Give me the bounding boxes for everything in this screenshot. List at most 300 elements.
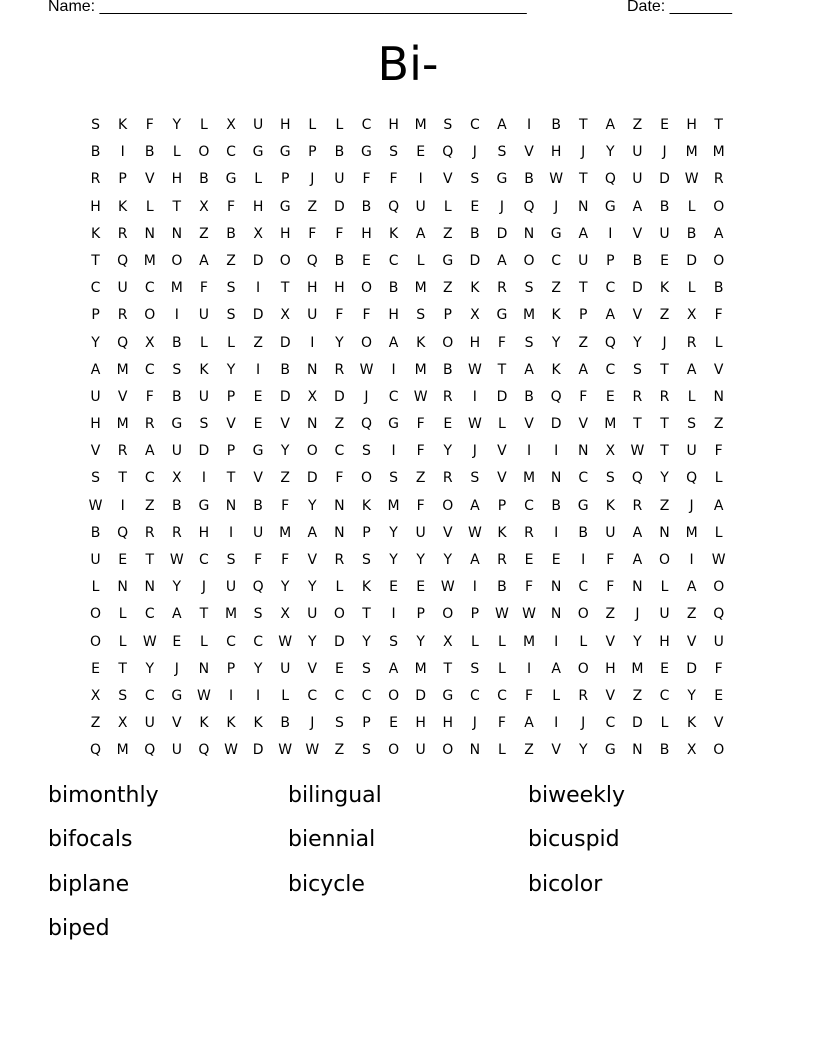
grid-letter: W: [278, 742, 293, 759]
grid-letter: W: [495, 606, 509, 623]
grid-letter: J: [689, 497, 694, 514]
grid-letter: S: [470, 171, 480, 188]
grid-letter: N: [523, 225, 535, 242]
grid-letter: E: [660, 252, 669, 269]
grid-letter: G: [198, 497, 210, 514]
grid-letter: Q: [686, 470, 698, 487]
grid-letter: W: [278, 633, 293, 650]
grid-letter: A: [144, 443, 155, 460]
grid-letter: L: [552, 687, 561, 704]
grid-letter: O: [388, 687, 400, 704]
word-bank-item: biplane: [48, 871, 130, 897]
grid-letter: F: [416, 497, 425, 514]
grid-letter: T: [660, 443, 669, 460]
grid-letter: D: [306, 470, 318, 487]
grid-letter: K: [253, 715, 263, 732]
grid-letter: U: [171, 443, 182, 460]
grid-letter: Z: [659, 307, 670, 324]
grid-letter: K: [551, 307, 561, 324]
grid-letter: V: [524, 416, 534, 433]
grid-letter: K: [551, 361, 561, 378]
grid-letter: G: [361, 144, 372, 161]
grid-letter: F: [362, 307, 371, 324]
grid-letter: N: [632, 742, 643, 759]
grid-letter: X: [280, 307, 290, 324]
grid-letter: R: [713, 171, 724, 188]
grid-letter: V: [605, 687, 616, 704]
grid-letter: M: [685, 524, 698, 541]
grid-letter: Q: [144, 742, 156, 759]
grid-letter: X: [199, 198, 209, 215]
grid-letter: E: [253, 388, 263, 405]
grid-letter: L: [308, 117, 317, 133]
name-field-label: Name: ________________________________________________: [48, 0, 527, 15]
grid-letter: L: [145, 198, 154, 215]
grid-letter: H: [279, 117, 291, 133]
grid-letter: J: [499, 198, 505, 215]
grid-letter: S: [118, 687, 128, 704]
grid-letter: Z: [713, 416, 724, 433]
grid-letter: L: [498, 633, 506, 650]
grid-letter: P: [226, 388, 236, 405]
grid-letter: I: [554, 715, 559, 732]
grid-letter: Q: [550, 388, 562, 405]
grid-letter: P: [443, 307, 452, 324]
grid-letter: X: [253, 225, 263, 242]
grid-letter: G: [279, 144, 291, 161]
grid-letter: S: [632, 361, 642, 378]
grid-letter: T: [660, 361, 669, 378]
grid-letter: V: [497, 470, 507, 487]
grid-letter: Q: [442, 144, 454, 161]
grid-letter: S: [362, 443, 371, 460]
grid-letter: I: [228, 687, 234, 704]
grid-letter: F: [254, 552, 263, 568]
grid-letter: R: [442, 388, 453, 405]
grid-letter: F: [606, 579, 615, 596]
grid-letter: W: [522, 606, 536, 623]
grid-letter: A: [632, 198, 643, 215]
grid-letter: D: [252, 307, 264, 324]
grid-letter: S: [497, 144, 507, 161]
grid-letter: D: [252, 742, 264, 759]
grid-letter: D: [496, 225, 508, 242]
grid-letter: B: [334, 144, 345, 161]
grid-letter: U: [225, 579, 237, 596]
grid-letter: L: [200, 633, 208, 650]
grid-letter: P: [497, 497, 507, 514]
grid-letter: L: [687, 388, 696, 405]
grid-letter: G: [604, 742, 616, 759]
grid-letter: I: [256, 687, 261, 704]
grid-letter: W: [711, 552, 726, 568]
grid-letter: A: [497, 252, 507, 269]
grid-letter: A: [470, 552, 480, 568]
grid-letter: L: [172, 144, 181, 161]
grid-letter: K: [470, 280, 480, 297]
grid-letter: L: [498, 660, 506, 677]
grid-letter: M: [143, 252, 156, 269]
grid-letter: F: [416, 416, 425, 433]
grid-letter: N: [225, 497, 237, 514]
grid-letter: V: [524, 144, 534, 161]
grid-letter: I: [554, 524, 559, 541]
grid-letter: P: [362, 715, 371, 732]
grid-letter: S: [226, 552, 236, 568]
grid-letter: J: [201, 579, 206, 596]
grid-letter: N: [550, 470, 562, 487]
grid-letter: E: [389, 715, 398, 732]
grid-letter: D: [334, 198, 345, 215]
grid-letter: L: [470, 633, 479, 650]
grid-letter: V: [117, 388, 128, 405]
grid-letter: M: [116, 416, 129, 433]
grid-letter: U: [117, 280, 128, 297]
grid-letter: Y: [308, 633, 317, 650]
grid-letter: Y: [578, 742, 588, 759]
grid-letter: A: [713, 225, 724, 242]
grid-letter: Y: [660, 470, 669, 487]
grid-letter: S: [524, 280, 534, 297]
grid-letter: L: [443, 198, 452, 215]
grid-letter: G: [252, 443, 264, 460]
grid-letter: M: [414, 660, 427, 677]
grid-letter: Y: [416, 633, 425, 650]
grid-letter: O: [713, 198, 725, 215]
grid-letter: X: [605, 443, 616, 460]
grid-letter: W: [197, 687, 211, 704]
grid-letter: H: [252, 198, 264, 215]
grid-letter: O: [659, 552, 671, 568]
grid-letter: M: [523, 633, 536, 650]
grid-letter: A: [605, 117, 616, 133]
grid-letter: K: [687, 715, 697, 732]
grid-letter: Z: [334, 416, 345, 433]
word-bank-item: biweekly: [528, 783, 626, 808]
grid-letter: Y: [416, 552, 425, 568]
grid-letter: Y: [308, 497, 317, 514]
grid-letter: F: [281, 497, 290, 514]
grid-letter: Y: [389, 552, 398, 568]
grid-letter: S: [687, 416, 697, 433]
grid-letter: U: [252, 117, 264, 133]
grid-letter: F: [335, 307, 344, 324]
grid-letter: V: [253, 470, 263, 487]
grid-letter: C: [144, 687, 155, 704]
grid-letter: B: [578, 524, 589, 541]
grid-letter: S: [416, 307, 426, 324]
grid-letter: L: [714, 470, 723, 487]
grid-letter: W: [224, 742, 238, 759]
grid-letter: N: [307, 361, 318, 378]
grid-letter: W: [467, 416, 482, 433]
grid-letter: Q: [604, 171, 616, 188]
grid-letter: T: [118, 470, 127, 487]
word-bank-item: bifocals: [48, 827, 133, 853]
grid-letter: L: [281, 687, 290, 704]
grid-letter: W: [549, 171, 564, 188]
grid-letter: C: [605, 280, 616, 297]
grid-letter: S: [226, 307, 236, 324]
grid-letter: E: [118, 552, 128, 568]
grid-letter: D: [279, 334, 291, 351]
grid-letter: E: [470, 198, 480, 215]
grid-letter: P: [308, 144, 317, 161]
grid-letter: S: [362, 742, 371, 759]
grid-letter: A: [605, 307, 616, 324]
grid-letter: B: [713, 280, 724, 297]
grid-letter: Y: [91, 334, 100, 351]
grid-letter: V: [90, 443, 101, 460]
grid-letter: V: [144, 171, 155, 188]
grid-letter: M: [604, 416, 617, 433]
grid-letter: T: [578, 171, 588, 188]
grid-letter: P: [280, 171, 290, 188]
grid-letter: Y: [172, 579, 182, 596]
grid-letter: P: [606, 252, 615, 269]
grid-letter: N: [144, 579, 155, 596]
grid-letter: F: [145, 388, 154, 405]
grid-letter: B: [90, 524, 101, 541]
grid-letter: M: [685, 144, 698, 161]
grid-letter: J: [472, 715, 477, 732]
grid-letter: Z: [226, 252, 236, 269]
grid-letter: Z: [307, 198, 318, 215]
grid-letter: B: [551, 117, 561, 133]
grid-letter: Y: [551, 334, 561, 351]
grid-letter: I: [391, 443, 396, 460]
grid-letter: U: [198, 388, 210, 405]
grid-letter: G: [171, 416, 183, 433]
grid-letter: C: [226, 144, 236, 161]
grid-letter: T: [280, 280, 290, 297]
grid-letter: D: [496, 388, 508, 405]
grid-letter: F: [416, 443, 425, 460]
grid-letter: B: [632, 252, 643, 269]
grid-letter: N: [334, 497, 345, 514]
grid-letter: T: [714, 117, 723, 133]
grid-letter: Y: [280, 579, 290, 596]
grid-letter: O: [90, 633, 102, 650]
grid-letter: U: [415, 524, 426, 541]
grid-letter: A: [632, 524, 643, 541]
grid-letter: M: [523, 470, 536, 487]
grid-letter: E: [253, 416, 263, 433]
grid-letter: O: [442, 606, 454, 623]
grid-letter: P: [362, 524, 371, 541]
grid-letter: N: [117, 579, 128, 596]
grid-letter: F: [335, 470, 344, 487]
grid-letter: A: [551, 660, 561, 677]
grid-letter: O: [306, 443, 318, 460]
grid-letter: K: [361, 579, 372, 596]
grid-letter: V: [307, 552, 318, 568]
grid-letter: R: [632, 388, 643, 405]
grid-letter: T: [497, 361, 507, 378]
grid-letter: B: [470, 225, 480, 242]
grid-letter: Q: [117, 524, 129, 541]
grid-letter: X: [442, 633, 453, 650]
grid-letter: K: [361, 497, 372, 514]
grid-letter: I: [472, 579, 477, 596]
grid-letter: I: [391, 361, 396, 378]
grid-letter: B: [280, 361, 290, 378]
grid-letter: K: [199, 361, 209, 378]
grid-letter: C: [659, 687, 670, 704]
grid-letter: H: [90, 416, 101, 433]
page-title: Bi-: [377, 37, 439, 91]
grid-letter: U: [415, 742, 426, 759]
grid-letter: J: [174, 660, 179, 677]
grid-letter: A: [578, 225, 589, 242]
grid-letter: Z: [632, 687, 643, 704]
grid-letter: Y: [633, 633, 642, 650]
grid-letter: H: [388, 117, 399, 133]
grid-letter: X: [470, 307, 480, 324]
grid-letter: I: [526, 443, 532, 460]
grid-letter: Y: [362, 633, 371, 650]
grid-letter: G: [577, 497, 589, 514]
grid-letter: C: [497, 687, 507, 704]
grid-letter: V: [605, 633, 616, 650]
grid-letter: V: [442, 171, 453, 188]
grid-letter: F: [497, 334, 506, 351]
grid-letter: R: [90, 171, 101, 188]
grid-letter: S: [389, 633, 399, 650]
grid-letter: J: [310, 171, 315, 188]
grid-letter: O: [360, 334, 372, 351]
grid-letter: H: [686, 117, 697, 133]
grid-letter: Q: [360, 416, 372, 433]
grid-letter: H: [361, 225, 372, 242]
grid-letter: D: [198, 443, 210, 460]
grid-letter: W: [88, 497, 103, 514]
grid-letter: O: [388, 742, 400, 759]
grid-letter: E: [389, 579, 398, 596]
grid-letter: H: [334, 280, 345, 297]
grid-letter: Z: [144, 497, 155, 514]
grid-letter: U: [334, 171, 345, 188]
grid-letter: G: [496, 171, 508, 188]
grid-letter: O: [360, 470, 372, 487]
grid-letter: T: [578, 280, 588, 297]
grid-letter: I: [391, 606, 396, 623]
grid-letter: C: [551, 252, 562, 269]
grid-letter: H: [388, 307, 399, 324]
grid-letter: B: [442, 361, 453, 378]
grid-letter: R: [117, 307, 128, 324]
grid-letter: X: [117, 715, 128, 732]
grid-letter: Y: [335, 334, 344, 351]
grid-letter: B: [524, 388, 534, 405]
grid-letter: P: [416, 606, 425, 623]
grid-letter: L: [200, 334, 208, 351]
grid-letter: N: [577, 443, 589, 460]
grid-letter: D: [334, 388, 345, 405]
grid-letter: O: [442, 742, 454, 759]
grid-letter: C: [361, 117, 372, 133]
grid-letter: R: [171, 524, 182, 541]
grid-letter: F: [335, 225, 344, 242]
grid-letter: F: [226, 198, 236, 215]
grid-letter: Z: [659, 497, 670, 514]
grid-letter: R: [334, 552, 345, 568]
word-bank-item: bicuspid: [528, 827, 620, 853]
grid-letter: B: [659, 742, 670, 759]
grid-letter: S: [253, 606, 263, 623]
grid-letter: N: [632, 579, 643, 596]
grid-letter: L: [714, 524, 723, 541]
grid-letter: I: [608, 225, 613, 242]
grid-letter: K: [90, 225, 101, 242]
grid-letter: J: [364, 388, 369, 405]
grid-letter: T: [118, 660, 127, 677]
grid-letter: T: [660, 416, 669, 433]
grid-letter: L: [660, 715, 669, 732]
grid-letter: A: [713, 497, 724, 514]
word-bank-item: bicycle: [288, 871, 365, 897]
grid-letter: B: [497, 579, 507, 596]
grid-letter: H: [659, 633, 670, 650]
grid-letter: C: [388, 252, 399, 269]
grid-letter: R: [578, 687, 589, 704]
grid-letter: X: [90, 687, 101, 704]
grid-letter: M: [170, 280, 183, 297]
grid-letter: V: [172, 715, 182, 732]
grid-letter: N: [144, 225, 155, 242]
grid-letter: U: [713, 633, 724, 650]
grid-letter: C: [144, 470, 155, 487]
grid-letter: E: [334, 660, 344, 677]
grid-letter: W: [467, 361, 482, 378]
grid-letter: A: [90, 361, 101, 378]
grid-letter: L: [335, 579, 344, 596]
grid-letter: C: [90, 280, 101, 297]
grid-letter: R: [659, 388, 670, 405]
grid-letter: S: [362, 660, 371, 677]
grid-letter: R: [117, 225, 128, 242]
grid-letter: C: [253, 633, 263, 650]
grid-letter: K: [118, 198, 128, 215]
grid-letter: I: [526, 117, 532, 133]
grid-letter: E: [660, 117, 669, 133]
grid-letter: B: [226, 225, 236, 242]
grid-letter: G: [225, 171, 237, 188]
grid-letter: B: [144, 144, 155, 161]
grid-letter: E: [660, 660, 669, 677]
grid-letter: J: [472, 443, 477, 460]
grid-letter: N: [550, 579, 562, 596]
grid-letter: B: [334, 252, 345, 269]
grid-letter: H: [415, 715, 426, 732]
grid-letter: S: [172, 361, 182, 378]
grid-letter: E: [91, 660, 100, 677]
grid-letter: V: [632, 225, 643, 242]
grid-letter: I: [228, 524, 234, 541]
grid-letter: V: [497, 443, 507, 460]
grid-letter: N: [659, 524, 670, 541]
grid-letter: D: [550, 416, 562, 433]
grid-letter: V: [280, 416, 290, 433]
grid-letter: M: [631, 660, 644, 677]
grid-letter: U: [659, 225, 670, 242]
grid-letter: C: [388, 388, 399, 405]
grid-letter: F: [714, 660, 723, 677]
grid-letter: T: [172, 198, 182, 215]
grid-letter: U: [307, 307, 318, 324]
grid-letter: E: [551, 552, 561, 568]
grid-letter: V: [442, 524, 453, 541]
